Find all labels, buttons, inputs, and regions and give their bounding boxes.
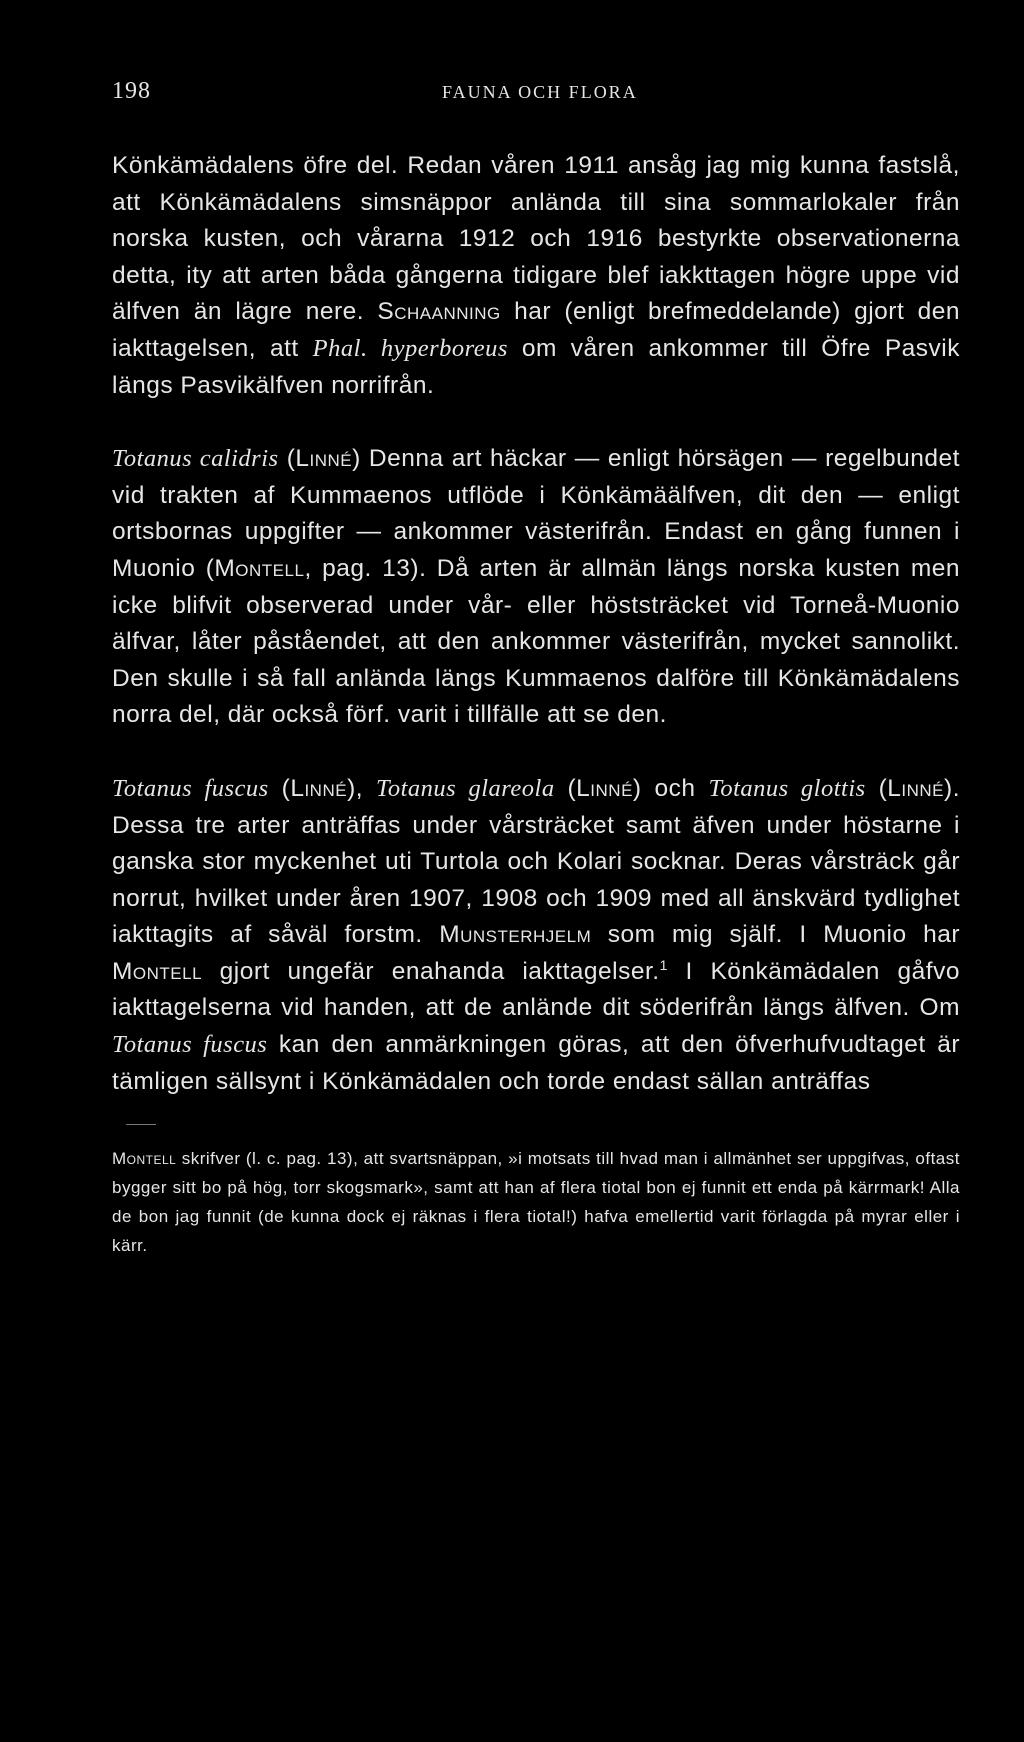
text-run: ( bbox=[268, 774, 291, 802]
author-name: Montell bbox=[112, 957, 203, 985]
text-run: ). Dessa tre arter anträffas under vårsträcket samt äfven under höstarne i ganska stor myckenhet uti Turtola och Kolari socknar. Deras vårsträck går norrut, hvilket under åren 1907, 1908 och 1909 med all änskvärd tydlighet iakttagits af såväl forstm. bbox=[112, 774, 960, 949]
author-name: Montell bbox=[214, 554, 305, 582]
paragraph-gap bbox=[112, 404, 960, 441]
text-run: kan den anmärkningen göras, att den öfverhufvudtaget är tämligen sällsynt i Könkämädalen och torde endast sällan anträffas bbox=[112, 1031, 960, 1095]
text-run: har (enligt brefmeddelande) gjort den iakttagelsen, att bbox=[112, 298, 960, 362]
text-run: ( bbox=[865, 774, 888, 802]
species-name: Totanus glottis bbox=[708, 774, 866, 802]
body-text bbox=[112, 148, 960, 1100]
text-run: I Könkämädalen gåfvo iakttagelserna vid handen, att de anlände dit söderifrån längs älfven. Om bbox=[112, 957, 960, 1022]
footnote-rule bbox=[126, 1124, 156, 1125]
text-run: ( bbox=[554, 774, 577, 802]
text-run: ) och bbox=[632, 774, 709, 802]
page-number: 198 bbox=[112, 78, 151, 104]
footnote bbox=[112, 1144, 960, 1260]
paragraph-gap bbox=[112, 734, 960, 771]
paragraph-2 bbox=[112, 441, 960, 734]
text-run: ( bbox=[278, 445, 296, 473]
author-name: Linné bbox=[887, 774, 945, 802]
footnote-text bbox=[112, 1144, 960, 1260]
footnote-marker: 1 bbox=[659, 956, 668, 973]
text-run: som mig själf. I Muonio har bbox=[591, 921, 960, 949]
running-title: FAUNA OCH FLORA bbox=[442, 82, 638, 102]
species-name: Totanus glareola bbox=[375, 774, 555, 802]
author-name: Linné bbox=[290, 774, 348, 802]
author-name: Munsterhjelm bbox=[439, 921, 592, 949]
book-page bbox=[112, 70, 960, 1730]
paragraph-3 bbox=[112, 771, 960, 1100]
author-name: Linné bbox=[295, 445, 353, 473]
author-name: Montell bbox=[112, 1149, 177, 1169]
text-run: Könkämädalens öfre del. Redan våren 1911 ansåg jag mig kunna fastslå, att Könkämädalens simsnäppor anlända till sina sommarlokaler från norska kusten, och vårarna 1912 och 1916 bestyrkte observationerna detta, ity att arten båda gångerna tidigare blef iakkttagen högre uppe vid älfven än lägre nere. bbox=[112, 152, 960, 326]
paragraph-1 bbox=[112, 148, 960, 404]
text-run: ), bbox=[347, 774, 376, 802]
text-run: gjort ungefär enahanda iakttagelser. bbox=[202, 957, 660, 985]
text-run: ) Denna art häckar — enligt hörsägen — regelbundet vid trakten af Kummaenos utflöde i Könkämäälfven, dit den — enligt ortsbornas uppgifter — ankommer västerifrån. Endast en gång funnen i Muonio ( bbox=[112, 445, 960, 582]
text-run: skrifver (l. c. pag. 13), att svartsnäppan, »i motsats till hvad man i allmänhet ser uppgifvas, oftast bygger sitt bo på hög, torr skogsmark», samt att han af flera tiotal bon ej funnit ett enda på kärrmark! Alla de bon jag funnit (de kunna dock ej räknas i flera tiotal!) hafva emellertid varit förlagda på myrar eller i kärr. bbox=[112, 1149, 960, 1256]
author-name: Schaanning bbox=[377, 298, 501, 326]
page-header bbox=[112, 70, 960, 110]
species-name: Totanus fuscus bbox=[112, 1031, 268, 1059]
species-name: Phal. hyperboreus bbox=[312, 334, 508, 362]
author-name: Linné bbox=[576, 774, 633, 802]
species-name: Totanus calidris bbox=[112, 445, 279, 473]
text-run: om våren ankommer till Öfre Pasvik längs Pasvikälfven norrifrån. bbox=[112, 334, 960, 399]
species-name: Totanus fuscus bbox=[112, 774, 269, 802]
text-run: , pag. 13). Då arten är allmän längs norska kusten men icke blifvit observerad under vår- eller höststräcket vid Torneå-Muonio älfvar, låter påståendet, att den ankommer västerifrån, mycket sannolikt. Den skulle i så fall anlända längs Kummaenos dalföre till Könkämädalens norra del, där också förf. varit i tillfälle att se den. bbox=[112, 554, 960, 729]
